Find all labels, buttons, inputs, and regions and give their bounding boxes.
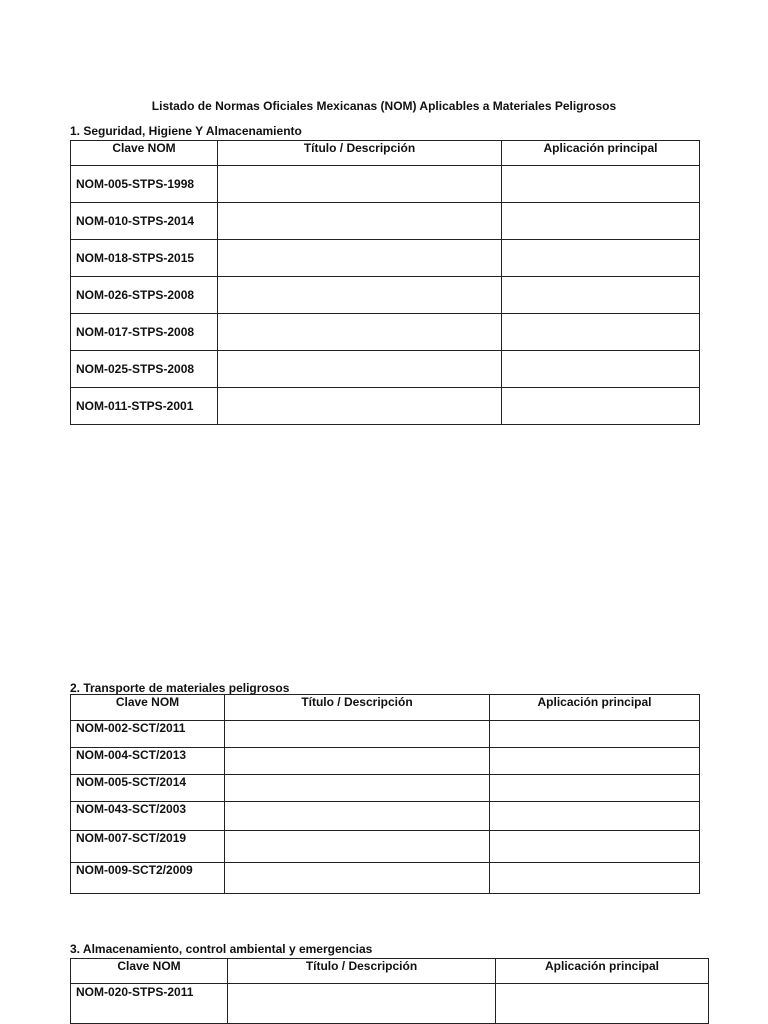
column-header-titulo: Título / Descripción <box>228 959 496 984</box>
nom-code-cell: NOM-017-STPS-2008 <box>71 314 218 351</box>
document-title: Listado de Normas Oficiales Mexicanas (NOM) Aplicables a Materiales Peligrosos <box>151 99 617 113</box>
nom-table-seguridad <box>70 140 700 425</box>
table-row <box>71 203 700 240</box>
nom-code-cell: NOM-026-STPS-2008 <box>71 277 218 314</box>
nom-code-cell: NOM-010-STPS-2014 <box>71 203 218 240</box>
table-row <box>71 863 700 894</box>
table-row <box>71 775 700 802</box>
aplicacion-cell[interactable] <box>490 775 700 802</box>
column-header-aplicacion: Aplicación principal <box>490 695 700 721</box>
titulo-cell[interactable] <box>218 314 502 351</box>
nom-code-cell: NOM-018-STPS-2015 <box>71 240 218 277</box>
column-header-clave: Clave NOM <box>71 695 225 721</box>
aplicacion-cell[interactable] <box>502 351 700 388</box>
titulo-cell[interactable] <box>218 240 502 277</box>
nom-code-cell: NOM-011-STPS-2001 <box>71 388 218 425</box>
titulo-cell[interactable] <box>225 863 490 894</box>
nom-code-cell: NOM-007-SCT/2019 <box>71 831 225 863</box>
table-row <box>71 831 700 863</box>
aplicacion-cell[interactable] <box>490 748 700 775</box>
section-heading-2: 2. Transporte de materiales peligrosos <box>70 681 290 695</box>
table-row <box>71 277 700 314</box>
table-row <box>71 802 700 831</box>
table-row <box>71 388 700 425</box>
titulo-cell[interactable] <box>225 721 490 748</box>
titulo-cell[interactable] <box>218 166 502 203</box>
table-row <box>71 314 700 351</box>
column-header-titulo: Título / Descripción <box>225 695 490 721</box>
aplicacion-cell[interactable] <box>490 721 700 748</box>
table-row <box>71 984 709 1024</box>
aplicacion-cell[interactable] <box>490 831 700 863</box>
column-header-clave: Clave NOM <box>71 959 228 984</box>
table-header-row <box>71 141 700 166</box>
titulo-cell[interactable] <box>225 775 490 802</box>
nom-code-cell: NOM-025-STPS-2008 <box>71 351 218 388</box>
nom-code-cell: NOM-020-STPS-2011 <box>71 984 228 1024</box>
table-row <box>71 748 700 775</box>
aplicacion-cell[interactable] <box>502 240 700 277</box>
titulo-cell[interactable] <box>218 351 502 388</box>
column-header-aplicacion: Aplicación principal <box>502 141 700 166</box>
aplicacion-cell[interactable] <box>502 203 700 240</box>
aplicacion-cell[interactable] <box>502 166 700 203</box>
nom-code-cell: NOM-009-SCT2/2009 <box>71 863 225 894</box>
table-row <box>71 240 700 277</box>
table-row <box>71 721 700 748</box>
section-heading-3: 3. Almacenamiento, control ambiental y emergencias <box>70 942 373 956</box>
column-header-aplicacion: Aplicación principal <box>496 959 709 984</box>
nom-code-cell: NOM-002-SCT/2011 <box>71 721 225 748</box>
nom-code-cell: NOM-043-SCT/2003 <box>71 802 225 831</box>
aplicacion-cell[interactable] <box>490 802 700 831</box>
titulo-cell[interactable] <box>218 388 502 425</box>
aplicacion-cell[interactable] <box>502 314 700 351</box>
table-row <box>71 351 700 388</box>
titulo-cell[interactable] <box>225 802 490 831</box>
titulo-cell[interactable] <box>228 984 496 1024</box>
table-row <box>71 166 700 203</box>
titulo-cell[interactable] <box>225 831 490 863</box>
column-header-titulo: Título / Descripción <box>218 141 502 166</box>
table-header-row <box>71 959 709 984</box>
section-heading-1: 1. Seguridad, Higiene Y Almacenamiento <box>70 124 302 138</box>
aplicacion-cell[interactable] <box>490 863 700 894</box>
table-header-row <box>71 695 700 721</box>
nom-code-cell: NOM-004-SCT/2013 <box>71 748 225 775</box>
aplicacion-cell[interactable] <box>496 984 709 1024</box>
titulo-cell[interactable] <box>218 203 502 240</box>
titulo-cell[interactable] <box>225 748 490 775</box>
nom-code-cell: NOM-005-SCT/2014 <box>71 775 225 802</box>
aplicacion-cell[interactable] <box>502 388 700 425</box>
titulo-cell[interactable] <box>218 277 502 314</box>
nom-code-cell: NOM-005-STPS-1998 <box>71 166 218 203</box>
column-header-clave: Clave NOM <box>71 141 218 166</box>
aplicacion-cell[interactable] <box>502 277 700 314</box>
nom-table-transporte <box>70 694 700 894</box>
nom-table-almacenamiento <box>70 958 709 1024</box>
